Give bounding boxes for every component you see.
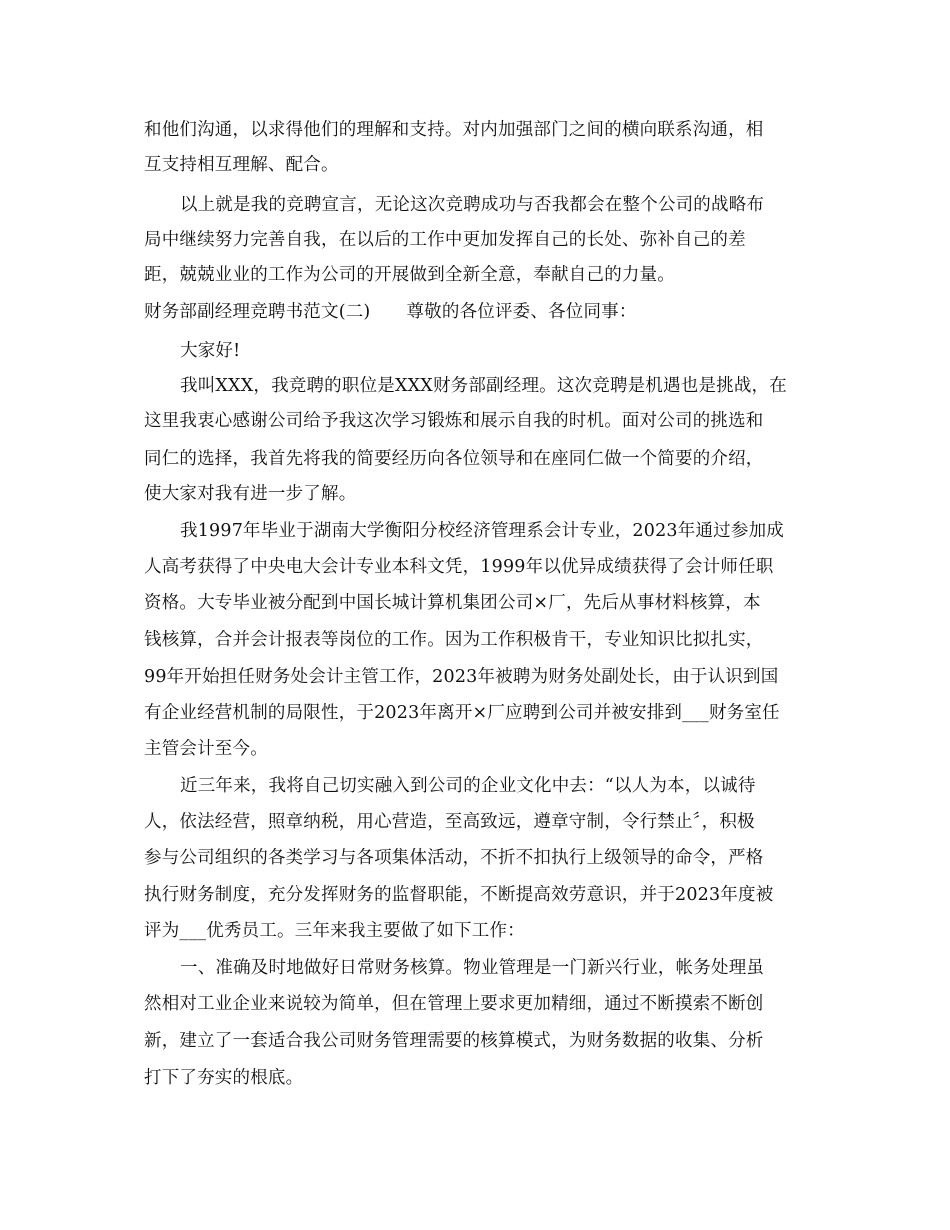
text-line: 主管会计至今。 xyxy=(144,739,268,759)
section-heading-line xyxy=(144,300,814,324)
text-line: 然相对工业企业来说较为简单，但在管理上要求更加精细，通过不断摸索不断创 xyxy=(144,994,764,1014)
text-line: 我叫XXX，我竞聘的职位是XXX财务部副经理。这次竞聘是机遇也是挑战，在 xyxy=(180,376,787,396)
text-line: 同仁的选择，我首先将我的简要经历向各位领导和在座同仁做一个简要的介绍， xyxy=(144,449,764,469)
text-line: 和他们沟通，以求得他们的理解和支持。对内加强部门之间的横向联系沟通，相 xyxy=(144,120,764,140)
text-line: 局中继续努力完善自我，在以后的工作中更加发挥自己的长处、弥补自己的差 xyxy=(144,230,746,250)
text-line: 99年开始担任财务处会计主管工作，2023年被聘为财务处副处长，由于认识到国 xyxy=(144,667,779,687)
text-line: 大家好! xyxy=(180,341,241,361)
text-line: 互支持相互理解、配合。 xyxy=(144,155,339,175)
text-line: 执行财务制度，充分发挥财务的监督职能，不断提高效劳意识，并于2023年度被 xyxy=(144,885,774,905)
text-line: 一、准确及时地做好日常财务核算。物业管理是一门新兴行业，帐务处理虽 xyxy=(180,958,765,978)
text-line: 钱核算，合并会计报表等岗位的工作。因为工作积极肯干，专业知识比拟扎实， xyxy=(144,630,764,650)
section-heading: 财务部副经理竞聘书范文(二) xyxy=(144,302,371,322)
text-line: 使大家对我有进一步了解。 xyxy=(144,484,357,504)
text-line: 近三年来，我将自己切实融入到公司的企业文化中去：“以人为本，以诚待 xyxy=(180,776,756,796)
text-line: 人高考获得了中央电大会计专业本科文凭，1999年以优异成绩获得了会计师任职 xyxy=(144,557,774,577)
text-line: 我1997年毕业于湖南大学衡阳分校经济管理系会计专业，2023年通过参加成 xyxy=(180,521,784,541)
text-line: 打下了夯实的根底。 xyxy=(144,1068,304,1088)
text-line: 新，建立了一套适合我公司财务管理需要的核算模式，为财务数据的收集、分析 xyxy=(144,1031,764,1051)
text-line: 人，依法经营，照章纳税，用心营造，至高致远，遵章守制，令行禁止〞，积极 xyxy=(144,812,755,832)
salutation: 尊敬的各位评委、各位同事： xyxy=(406,302,637,322)
text-line: 资格。大专毕业被分配到中国长城计算机集团公司×厂，先后从事材料核算，本 xyxy=(144,593,761,613)
text-line: 评为___优秀员工。三年来我主要做了如下工作： xyxy=(144,921,525,941)
text-line: 以上就是我的竞聘宣言，无论这次竞聘成功与否我都会在整个公司的战略布 xyxy=(180,195,765,215)
text-line: 这里我衷心感谢公司给予我这次学习锻炼和展示自我的时机。面对公司的挑选和 xyxy=(144,411,764,431)
text-line: 参与公司组织的各类学习与各项集体活动，不折不扣执行上级领导的命令，严格 xyxy=(144,848,764,868)
text-line: 距，兢兢业业的工作为公司的开展做到全新全意，奉献自己的力量。 xyxy=(144,265,675,285)
text-line: 有企业经营机制的局限性，于2023年离开×厂应聘到公司并被安排到___财务室任 xyxy=(144,703,780,723)
